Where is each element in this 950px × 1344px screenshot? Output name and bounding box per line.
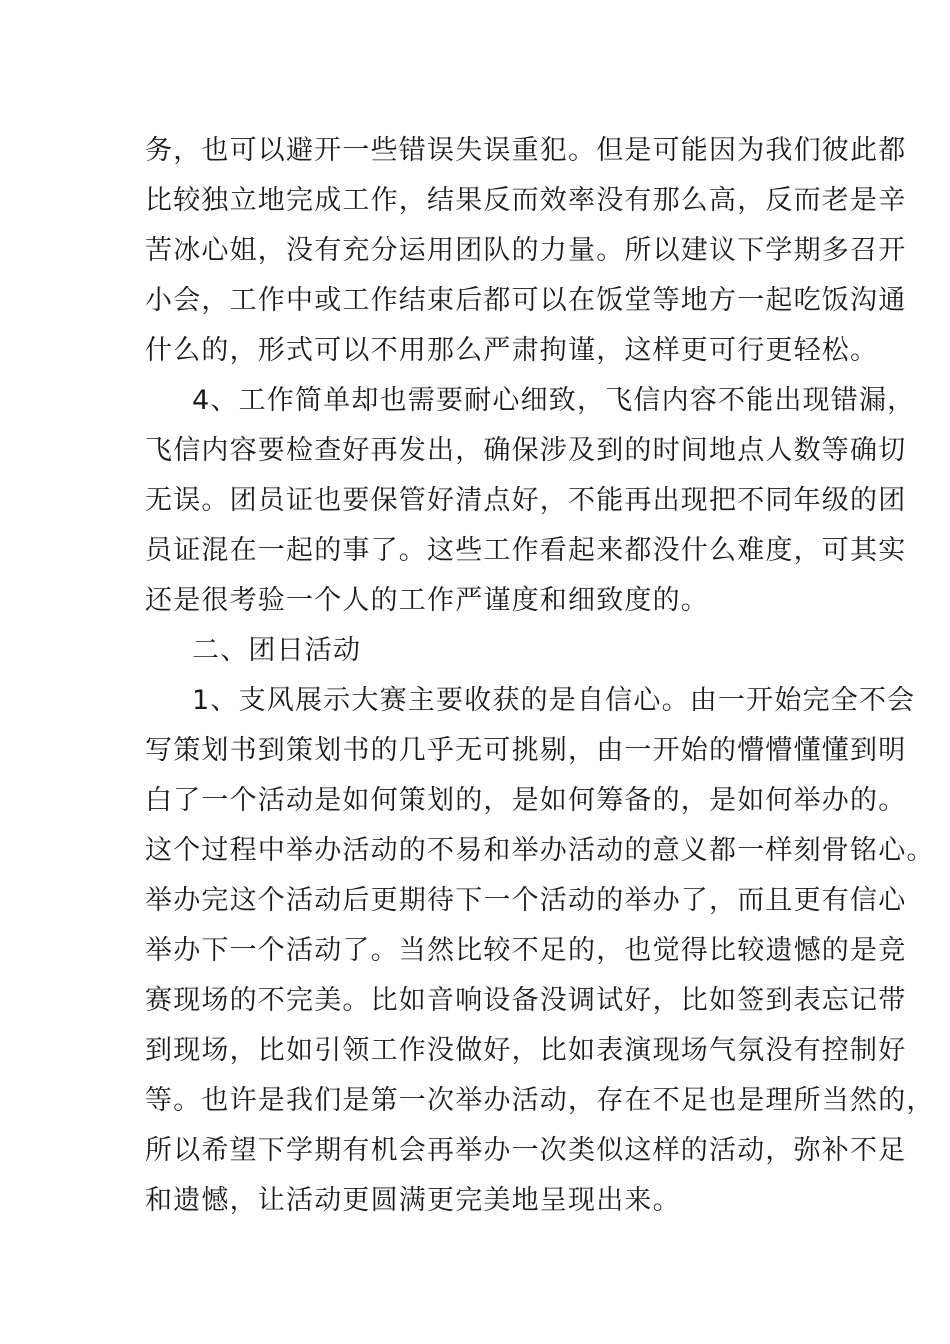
text-line: 到现场，比如引领工作没做好，比如表演现场气氛没有控制好: [145, 1035, 907, 1066]
text-line: 这个过程中举办活动的不易和举办活动的意义都一样刻骨铭心。: [145, 835, 935, 866]
text-line: 务，也可以避开一些错误失误重犯。但是可能因为我们彼此都: [145, 135, 907, 166]
text-line: 飞信内容要检查好再发出，确保涉及到的时间地点人数等确切: [145, 435, 907, 466]
text-line: 4、工作简单却也需要耐心细致，飞信内容不能出现错漏，: [192, 385, 916, 416]
text-line: 苦冰心姐，没有充分运用团队的力量。所以建议下学期多召开: [145, 235, 907, 266]
text-line: 白了一个活动是如何策划的，是如何筹备的，是如何举办的。: [145, 785, 907, 816]
text-line: 什么的，形式可以不用那么严肃拘谨，这样更可行更轻松。: [145, 335, 879, 366]
text-line: 比较独立地完成工作，结果反而效率没有那么高，反而老是辛: [145, 185, 907, 216]
text-line: 和遗憾，让活动更圆满更完美地呈现出来。: [145, 1185, 681, 1216]
text-line: 所以希望下学期有机会再举办一次类似这样的活动，弥补不足: [145, 1135, 907, 1166]
text-line: 等。也许是我们是第一次举办活动，存在不足也是理所当然的，: [145, 1085, 935, 1116]
text-line: 还是很考验一个人的工作严谨度和细致度的。: [145, 585, 709, 616]
text-line: 无误。团员证也要保管好清点好，不能再出现把不同年级的团: [145, 485, 907, 516]
text-line: 小会，工作中或工作结束后都可以在饭堂等地方一起吃饭沟通: [145, 285, 907, 316]
text-line: 赛现场的不完美。比如音响设备没调试好，比如签到表忘记带: [145, 985, 907, 1016]
text-line: 写策划书到策划书的几乎无可挑剔，由一开始的懵懵懂懂到明: [145, 735, 907, 766]
text-line: 1、支风展示大赛主要收获的是自信心。由一开始完全不会: [192, 685, 916, 716]
text-line: 举办完这个活动后更期待下一个活动的举办了，而且更有信心: [145, 885, 907, 916]
section-heading: 二、团日活动: [192, 635, 362, 666]
text-line: 举办下一个活动了。当然比较不足的，也觉得比较遗憾的是竞: [145, 935, 907, 966]
text-line: 员证混在一起的事了。这些工作看起来都没什么难度，可其实: [145, 535, 907, 566]
